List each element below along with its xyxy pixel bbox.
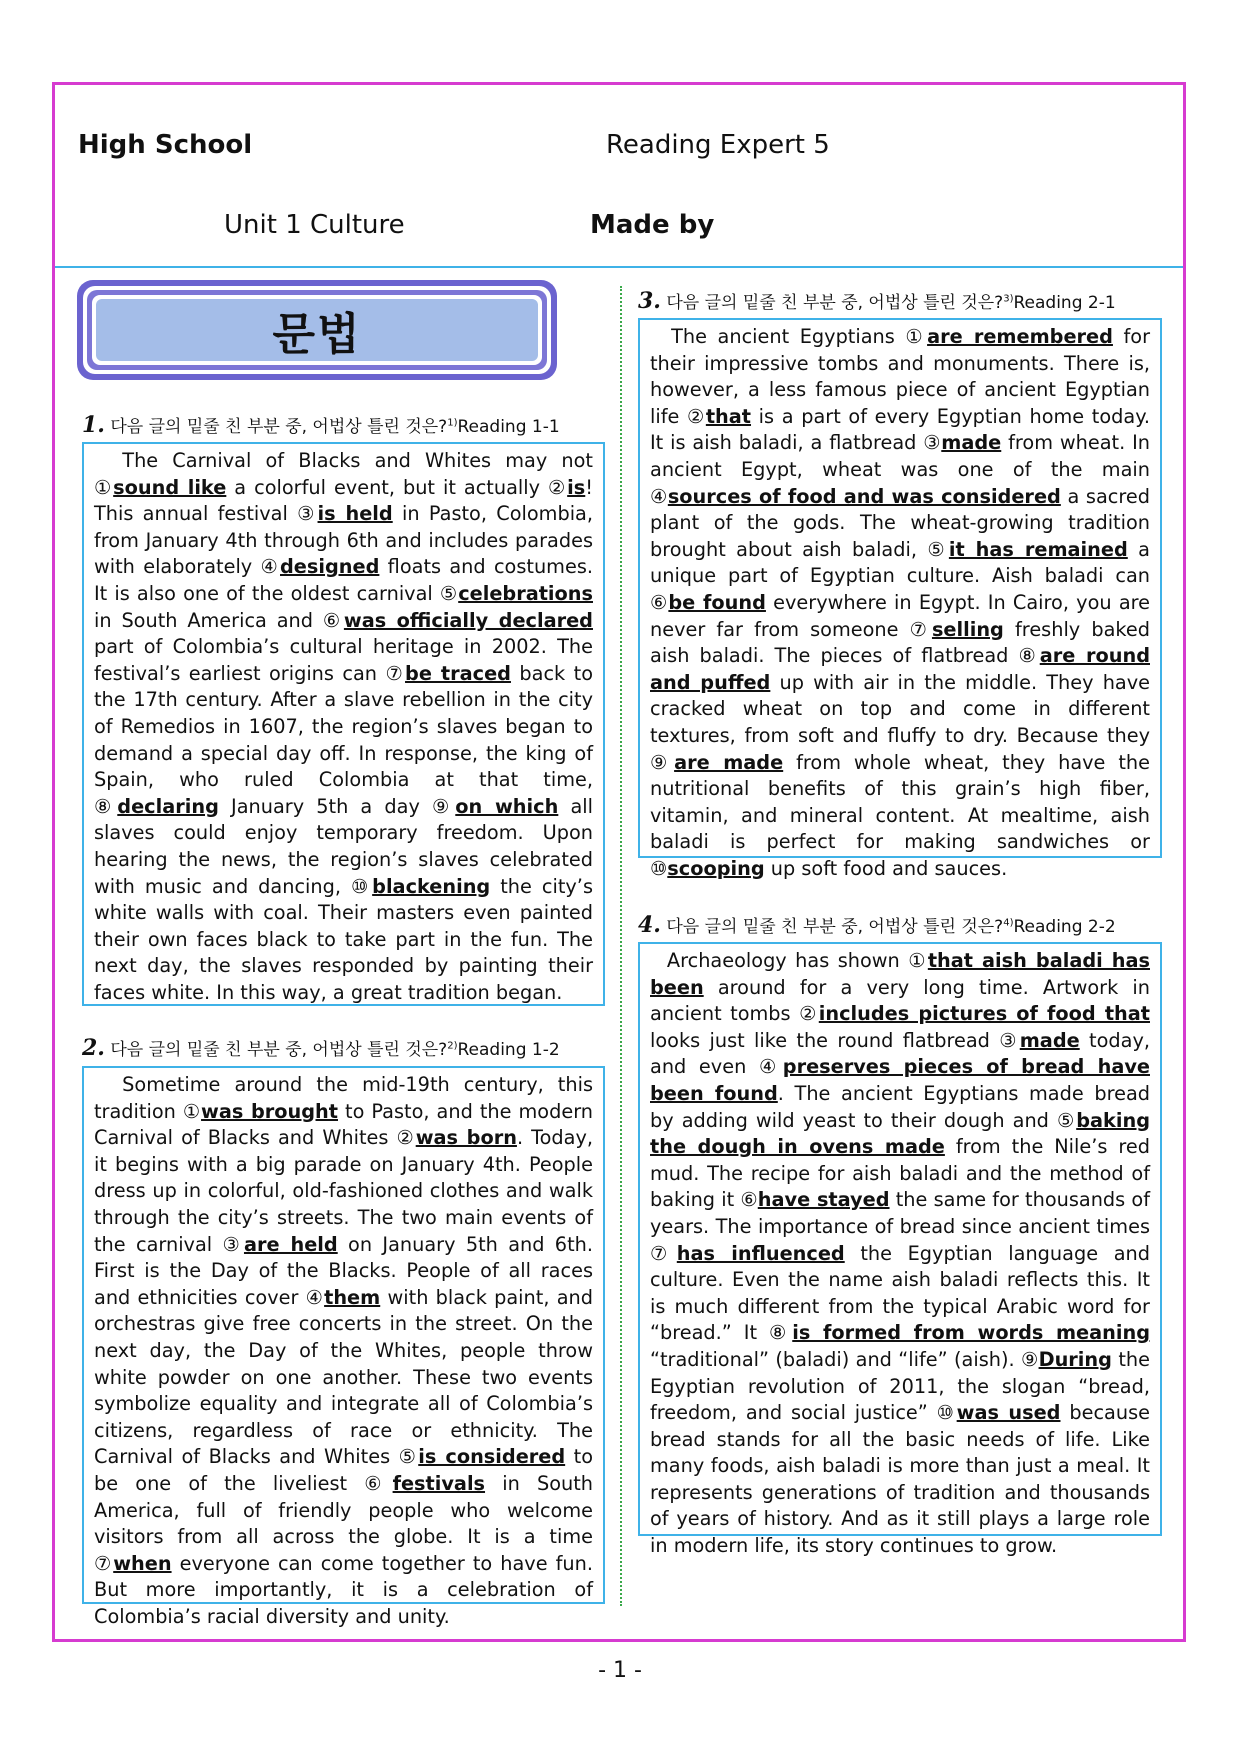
question-number: 3. <box>638 288 661 314</box>
passage-2: Sometime around the mid-19th century, this tradition ①was brought to Pasto, and the modern Carnival of Blacks and Whites ②was born. Today, it begins with a big parade on January 4th. People dress up in colorful, old-fashioned clothes and walk through the city’s streets. The two main events of the carnival ③are held on January 5th and 6th. First is the Day of the Blacks. People of all races and ethnicities cover ④them with black paint, and orchestras give free concerts in the street. On the next day, the Day of the Whites, people throw white powder on one another. These two events symbolize equality and integrate all of Colombia’s citizens, regardless of race or ethnicity. The Carnival of Blacks and Whites ⑤is considered to be one of the liveliest ⑥festivals in South America, full of friendly people who welcome visitors from all across the globe. It is a time ⑦when everyone can come together to have fun. But more importantly, it is a celebration of Colombia’s racial diversity and unity. <box>82 1066 605 1604</box>
footnote-marker: 1) <box>447 417 458 429</box>
underlined-answer: is considered <box>418 1445 566 1469</box>
underlined-answer: that <box>705 404 752 428</box>
question-number: 4. <box>638 912 661 938</box>
footnote-marker: 3) <box>1003 293 1014 305</box>
question-3-label <box>638 288 1116 314</box>
underlined-answer: includes pictures of food that <box>818 1002 1150 1026</box>
header-divider <box>55 266 1183 268</box>
passage-3: The ancient Egyptians ①are remembered for their impressive tombs and monuments. There is, however, a less famous piece of ancient Egyptian life ②that is a part of every Egyptian home today. It is aish baladi, a flatbread ③made from wheat. In ancient Egypt, wheat was one of the main ④sources of food and was considered a sacred plant of the gods. The wheat-growing tradition brought about aish baladi, ⑤it has remained a unique part of Egyptian culture. Aish baladi can ⑥be found everywhere in Egypt. In Cairo, you are never far from someone ⑦selling freshly baked aish baladi. The pieces of flatbread ⑧are round and puffed up with air in the middle. They have cracked wheat on top and come in different textures, from soft and fluffy to dry. Because they ⑨are made from whole wheat, they have the nutritional benefits of this grain’s high fiber, vitamin, and mineral content. At mealtime, aish baladi is perfect for making sandwiches or ⑩scooping up soft food and sauces. <box>638 318 1162 858</box>
underlined-answer: are round and puffed <box>650 644 1150 694</box>
column-divider <box>620 286 622 1606</box>
question-source: Reading 1-1 <box>457 417 560 437</box>
footnote-marker: 2) <box>447 1040 458 1052</box>
section-title-box <box>77 280 557 380</box>
question-number: 2. <box>82 1035 105 1061</box>
page-number: - 1 - <box>598 1658 642 1683</box>
underlined-answer: has influenced <box>676 1241 845 1265</box>
underlined-answer: have stayed <box>757 1188 890 1212</box>
underlined-answer: declaring <box>117 794 219 818</box>
underlined-answer: baking the dough in ovens made <box>650 1108 1150 1159</box>
question-source: Reading 2-2 <box>1013 917 1116 937</box>
underlined-answer: preserves pieces of bread have been found <box>650 1055 1150 1105</box>
underlined-answer: it has remained <box>948 537 1128 561</box>
underlined-answer: on which <box>455 794 559 818</box>
underlined-answer: festivals <box>392 1471 486 1495</box>
underlined-answer: designed <box>280 555 380 579</box>
underlined-answer: blackening <box>372 874 491 898</box>
underlined-answer: when <box>113 1551 172 1575</box>
underlined-answer: are remembered <box>927 325 1113 348</box>
underlined-answer: be traced <box>405 661 511 685</box>
underlined-answer: them <box>324 1285 381 1309</box>
school-label: High School <box>78 130 253 160</box>
underlined-answer: is <box>567 475 586 499</box>
underlined-answer: selling <box>931 617 1004 641</box>
question-1-label <box>82 412 560 438</box>
underlined-answer: celebrations <box>458 581 593 605</box>
question-prompt: 다음 글의 밑줄 친 부분 중, 어법상 틀린 것은? <box>110 417 448 437</box>
underlined-answer: During <box>1038 1347 1112 1371</box>
underlined-answer: are held <box>243 1232 338 1256</box>
question-prompt: 다음 글의 밑줄 친 부분 중, 어법상 틀린 것은? <box>666 917 1004 937</box>
unit-title: Unit 1 Culture <box>224 210 405 240</box>
underlined-answer: was born <box>415 1126 517 1150</box>
question-prompt: 다음 글의 밑줄 친 부분 중, 어법상 틀린 것은? <box>110 1040 448 1060</box>
made-by-label: Made by <box>590 210 715 240</box>
underlined-answer: are made <box>674 750 784 774</box>
underlined-answer: made <box>941 431 1002 455</box>
question-source: Reading 2-1 <box>1013 293 1116 313</box>
underlined-answer: sources of food and was considered <box>667 484 1061 508</box>
underlined-answer: was used <box>956 1401 1061 1425</box>
passage-4: Archaeology has shown ①that aish baladi has been around for a very long time. Artwork in ancient tombs ②includes pictures of food that looks just like the round flatbread ③made today, and even ④preserves pieces of bread have been found. The ancient Egyptians made bread by adding wild yeast to their dough and ⑤baking the dough in ovens made from the Nile’s red mud. The recipe for aish baladi and the method of baking it ⑥have stayed the same for thousands of years. The importance of bread since ancient times ⑦has influenced the Egyptian language and culture. Even the name aish baladi reflects this. It is much different from the typical Arabic word for “bread.” It ⑧is formed from words meaning “traditional” (baladi) and “life” (aish). ⑨During the Egyptian revolution of 2011, the slogan “bread, freedom, and social justice” ⑩was used because bread stands for all the basic needs of life. Like many foods, aish baladi is more than just a meal. It represents generations of tradition and thousands of years of history. And as it still plays a large role in modern life, its story continues to grow. <box>638 942 1162 1536</box>
underlined-answer: that aish baladi has been <box>650 949 1150 999</box>
passage-1: The Carnival of Blacks and Whites may not ①sound like a colorful event, but it actually ②is! This annual festival ③is held in Pasto, Colombia, from January 4th through 6th and includes parades with elaborately ④designed floats and costumes. It is also one of the oldest carnival ⑤celebrations in South America and ⑥was officially declared part of Colombia’s cultural heritage in 2002. The festival’s earliest origins can ⑦be traced back to the 17th century. After a slave rebellion in the city of Remedios in 1607, the region’s slaves began to demand a special day off. In response, the king of Spain, who ruled Colombia at that time, ⑧declaring January 5th a day ⑨on which all slaves could enjoy temporary freedom. Upon hearing the news, the region’s slaves celebrated with music and dancing, ⑩blackening the city’s white walls with coal. Their masters even painted their own faces black to take part in the fun. The next day, the slaves responded by painting their faces white. In this way, a great tradition began. <box>82 442 605 1006</box>
underlined-answer: sound like <box>113 475 227 499</box>
underlined-answer: be found <box>668 590 766 614</box>
question-source: Reading 1-2 <box>457 1040 560 1060</box>
book-title: Reading Expert 5 <box>606 130 830 160</box>
underlined-answer: is formed from words meaning <box>792 1321 1150 1345</box>
question-prompt: 다음 글의 밑줄 친 부분 중, 어법상 틀린 것은? <box>666 293 1004 313</box>
question-number: 1. <box>82 412 105 438</box>
question-4-label <box>638 912 1116 938</box>
underlined-answer: was brought <box>201 1099 338 1123</box>
underlined-answer: was officially declared <box>343 608 593 632</box>
section-title: 문법 <box>96 299 538 361</box>
underlined-answer: scooping <box>667 856 765 880</box>
underlined-answer: made <box>1019 1028 1080 1052</box>
underlined-answer: is held <box>317 502 393 526</box>
question-2-label <box>82 1035 560 1061</box>
footnote-marker: 4) <box>1003 917 1014 929</box>
